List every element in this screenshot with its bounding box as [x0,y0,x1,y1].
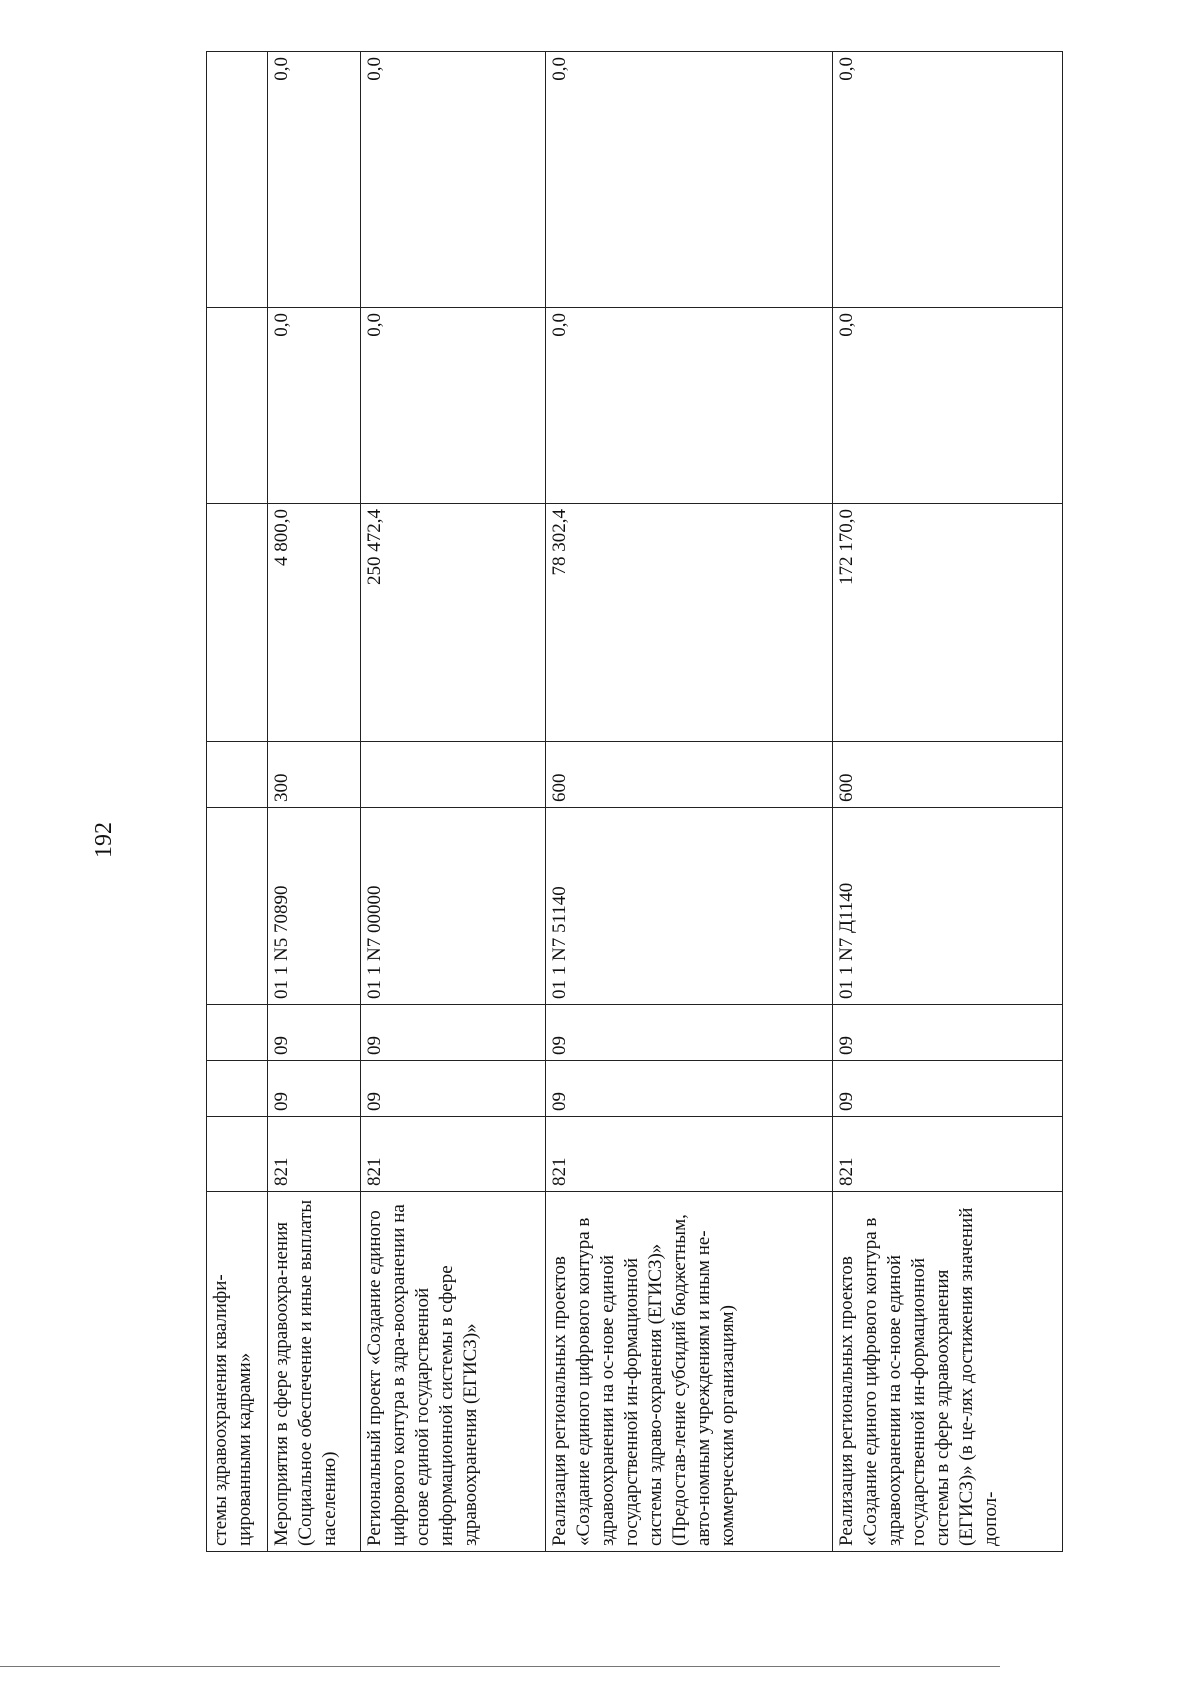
row-vr: 600 [546,742,833,808]
row-rz: 09 [361,1061,546,1117]
budget-table [206,51,1063,1552]
page-number: 192 [91,822,117,858]
table-row [546,52,833,1552]
row-sum1 [207,504,268,742]
row-name: Региональный проект «Создание единого цифрового контура в здра-воохранении на основе единой государственной информационной системы в сфере здравоохранения (ЕГИСЗ)» [361,1192,546,1552]
row-csr [207,808,268,1005]
row-sum1: 172 170,0 [833,504,1063,742]
row-sum1: 250 472,4 [361,504,546,742]
row-sum3: 0,0 [361,52,546,308]
row-sum2: 0,0 [361,308,546,504]
row-name: стемы здравоохранения квалифи-цированными кадрами» [207,1192,268,1552]
row-name: Мероприятия в сфере здравоохра-нения (Социальное обеспечение и иные выплаты населению) [268,1192,361,1552]
row-csr: 01 1 N7 00000 [361,808,546,1005]
row-sum2: 0,0 [833,308,1063,504]
row-pr: 09 [546,1005,833,1061]
row-sum2 [207,308,268,504]
row-csr: 01 1 N7 Д1140 [833,808,1063,1005]
row-gr: 821 [833,1117,1063,1192]
row-name: Реализация региональных проектов «Создание единого цифрового контура в здравоохранении на ос-нове единой государственной ин-формационной системы в сфере здравоохранения (ЕГИСЗ)» (в це-лях достижения значений допол- [833,1192,1063,1552]
row-csr: 01 1 N7 51140 [546,808,833,1005]
row-rz [207,1061,268,1117]
row-rz: 09 [546,1061,833,1117]
row-pr [207,1005,268,1061]
rotated-table-wrapper [206,57,1056,1552]
row-sum3: 0,0 [546,52,833,308]
row-gr: 821 [546,1117,833,1192]
row-pr: 09 [268,1005,361,1061]
table-row [268,52,361,1552]
row-name: Реализация региональных проектов «Создание единого цифрового контура в здравоохранении на ос-нове единой государственной ин-формационной системы здраво-охранения (ЕГИСЗ)» (Предостав-ление субсидий бюджетным, авто-номным учреждениям и иным не-коммерческим организациям) [546,1192,833,1552]
row-pr: 09 [833,1005,1063,1061]
row-sum3 [207,52,268,308]
row-sum2: 0,0 [546,308,833,504]
table-row [207,52,268,1552]
row-sum3: 0,0 [833,52,1063,308]
table-row [361,52,546,1552]
row-sum1: 78 302,4 [546,504,833,742]
table-row [833,52,1063,1552]
scan-edge-line [0,1666,1000,1667]
row-vr: 600 [833,742,1063,808]
row-gr: 821 [361,1117,546,1192]
row-vr: 300 [268,742,361,808]
row-csr: 01 1 N5 70890 [268,808,361,1005]
row-pr: 09 [361,1005,546,1061]
row-vr [361,742,546,808]
row-gr: 821 [268,1117,361,1192]
row-vr [207,742,268,808]
row-rz: 09 [833,1061,1063,1117]
row-sum3: 0,0 [268,52,361,308]
row-rz: 09 [268,1061,361,1117]
row-sum2: 0,0 [268,308,361,504]
row-gr [207,1117,268,1192]
row-sum1: 4 800,0 [268,504,361,742]
